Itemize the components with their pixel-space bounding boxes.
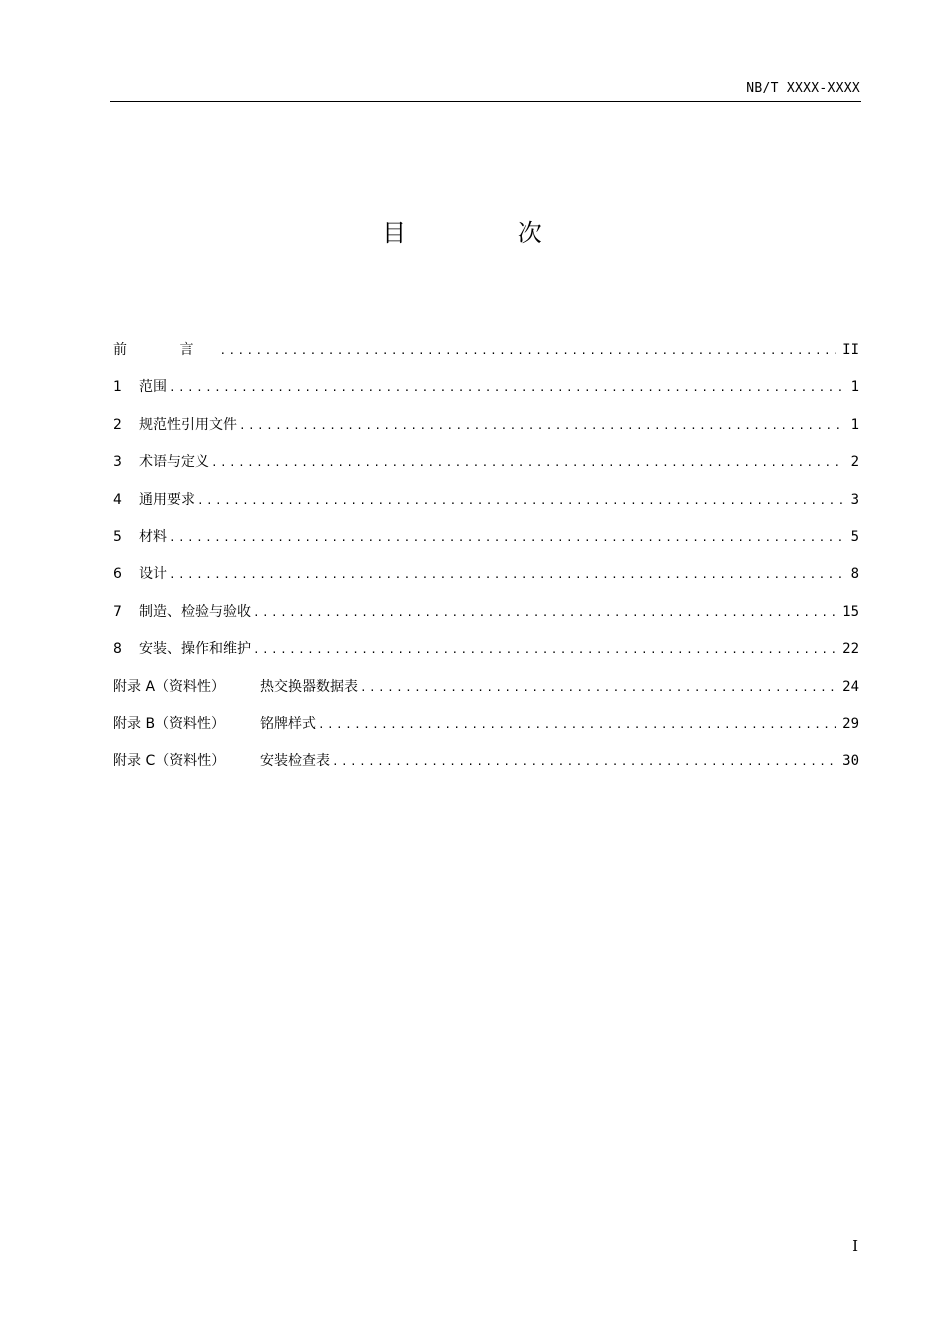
page-number: I	[852, 1237, 858, 1255]
toc-item-text: 设计	[139, 566, 167, 583]
toc-item-4[interactable]	[113, 488, 859, 525]
page-title: 目 次	[382, 219, 594, 247]
toc-item-page: 24	[842, 678, 859, 695]
toc-item-page: 8	[850, 566, 859, 583]
standard-code: NB/T XXXX-XXXX	[746, 81, 860, 96]
toc-item-appendix-b[interactable]	[113, 712, 859, 749]
toc-leader	[360, 676, 836, 700]
toc-item-page: 1	[850, 379, 859, 396]
toc-item-7[interactable]	[113, 600, 859, 637]
toc-item-number: 4	[113, 491, 122, 508]
toc-item-page: 3	[850, 491, 859, 508]
toc-leader	[239, 414, 843, 438]
toc-item-number: 8	[113, 641, 122, 658]
toc-item-page: 30	[842, 753, 859, 770]
toc-item-text: 材料	[139, 528, 167, 545]
toc-item-appendix-c[interactable]	[113, 749, 859, 786]
toc-leader	[219, 339, 836, 363]
toc-item-text: 范围	[139, 379, 167, 396]
toc-item-number: 3	[113, 454, 122, 471]
toc-item-page: 15	[842, 603, 859, 620]
toc-leader	[332, 750, 836, 774]
toc-item-number: 1	[113, 379, 122, 396]
toc-item-text: 制造、检验与验收	[139, 603, 251, 620]
toc-item-number: 5	[113, 528, 122, 545]
toc-item-text: 铭牌样式	[260, 715, 316, 732]
toc-item-5[interactable]	[113, 525, 859, 562]
toc-item-6[interactable]	[113, 562, 859, 599]
toc-item-number: 6	[113, 566, 122, 583]
toc-leader	[169, 526, 843, 550]
toc-item-page: 22	[842, 641, 859, 658]
toc-leader	[169, 563, 843, 587]
toc-item-text: 前 言	[113, 342, 218, 358]
toc-item-8[interactable]	[113, 637, 859, 674]
toc-appendix-label: 附录 A（资料性）	[113, 678, 226, 695]
toc-item-number: 7	[113, 603, 122, 620]
toc-item-page: 29	[842, 715, 859, 732]
toc-item-text: 热交换器数据表	[260, 678, 358, 695]
toc-item-text: 安装检查表	[260, 753, 330, 770]
toc-item-page: 5	[850, 528, 859, 545]
toc-item-text: 通用要求	[139, 491, 195, 508]
toc-leader	[211, 451, 843, 475]
toc-leader	[169, 376, 843, 400]
toc-item-appendix-a[interactable]	[113, 675, 859, 712]
toc-appendix-label: 附录 B（资料性）	[113, 715, 226, 732]
header-rule	[110, 101, 861, 102]
toc-item-foreword[interactable]	[113, 338, 859, 375]
toc-leader	[318, 713, 836, 737]
toc-leader	[253, 601, 836, 625]
table-of-contents	[113, 338, 859, 787]
toc-item-2[interactable]	[113, 413, 859, 450]
toc-item-1[interactable]	[113, 375, 859, 412]
toc-leader	[197, 489, 843, 513]
toc-item-text: 术语与定义	[139, 454, 209, 471]
toc-item-page: 2	[850, 454, 859, 471]
toc-item-text: 安装、操作和维护	[139, 641, 251, 658]
toc-leader	[253, 638, 836, 662]
toc-item-page: 1	[850, 416, 859, 433]
toc-item-3[interactable]	[113, 450, 859, 487]
toc-item-page: II	[842, 342, 859, 358]
toc-item-text: 规范性引用文件	[139, 416, 237, 433]
toc-appendix-label: 附录 C（资料性）	[113, 753, 226, 770]
toc-item-number: 2	[113, 416, 122, 433]
